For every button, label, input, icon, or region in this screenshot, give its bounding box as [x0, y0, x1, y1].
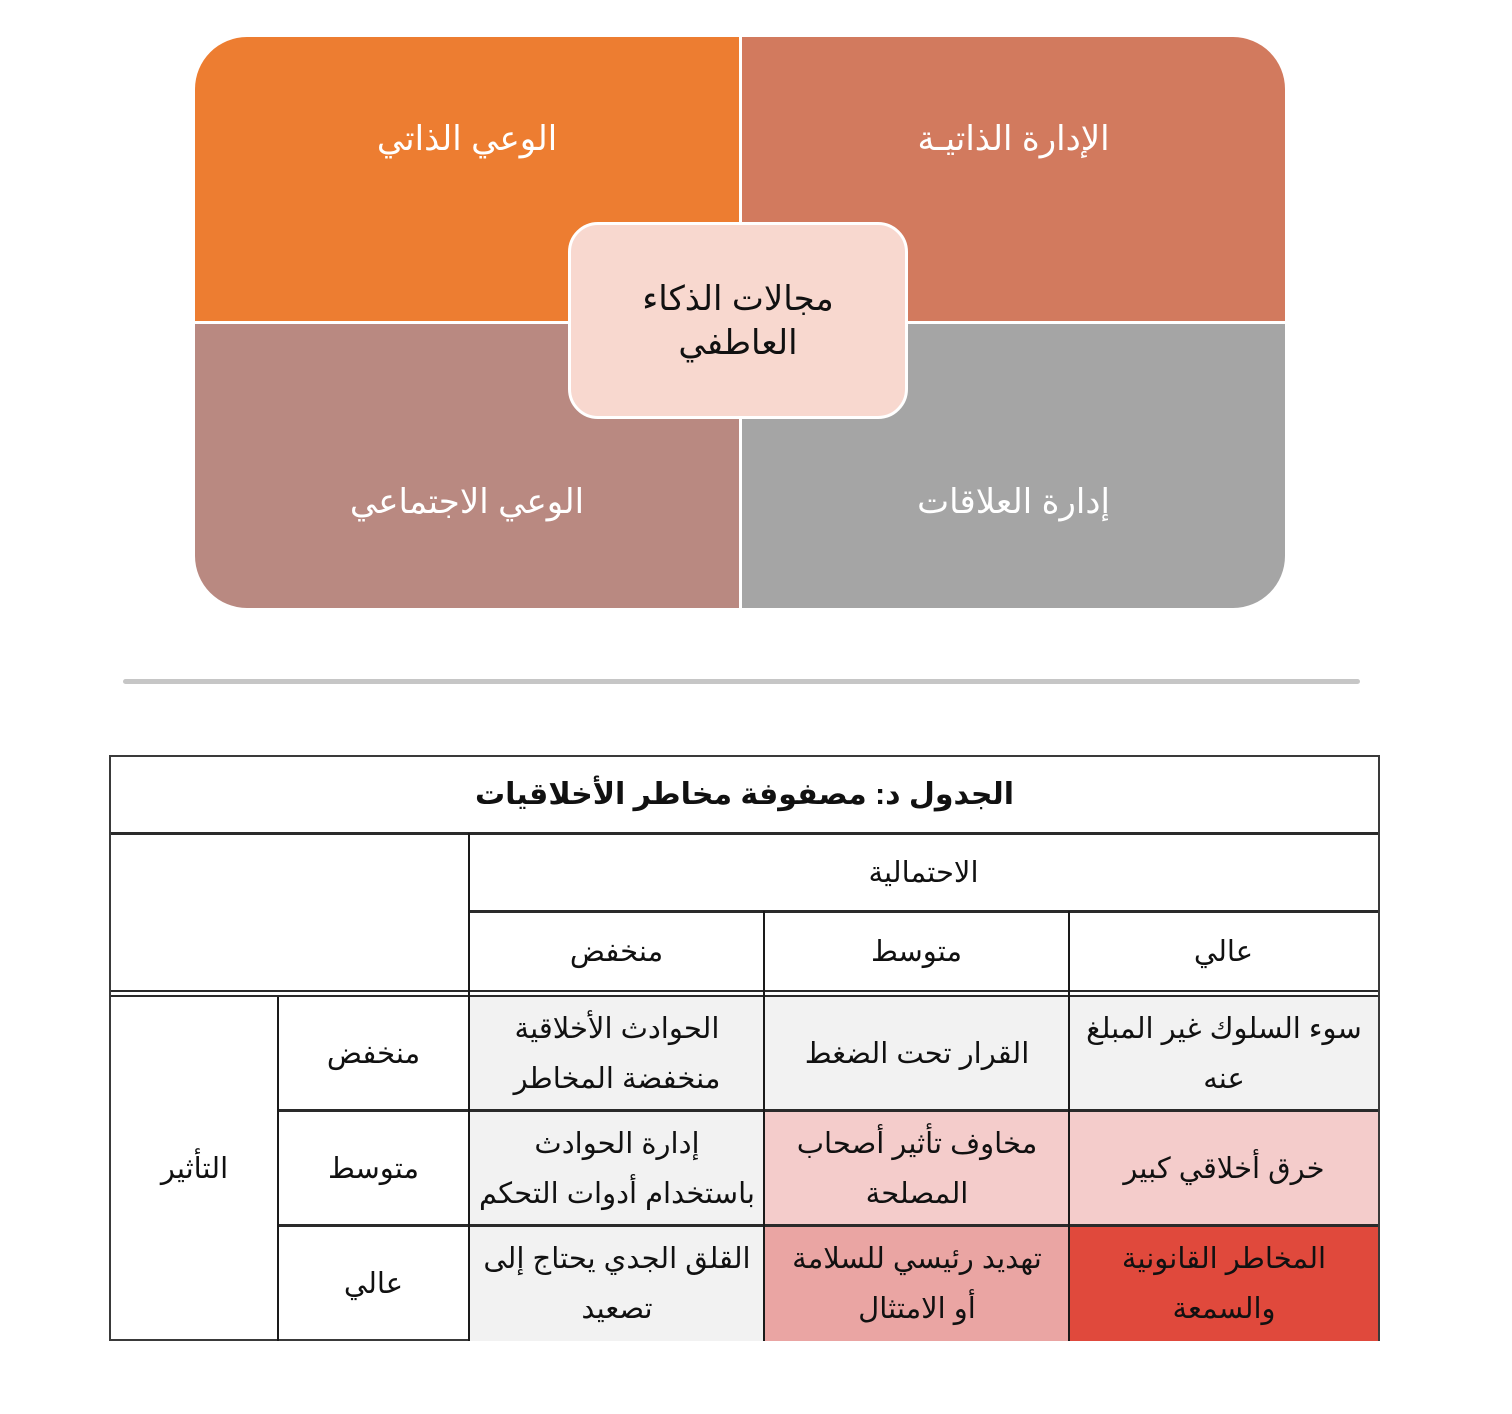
- table-title-text: الجدول د: مصفوفة مخاطر الأخلاقيات: [475, 778, 1014, 811]
- risk-cell-high-impact-high-likelihood: [1070, 1227, 1378, 1341]
- impact-header: [111, 997, 278, 1341]
- impact-level-low: [279, 997, 468, 1110]
- risk-cell-text: تهديد رئيسي للسلامة أو الامتثال: [792, 1243, 1042, 1325]
- quadrant-label: الإدارة الذاتيـة: [917, 120, 1110, 158]
- risk-cell-medium-impact-medium-likelihood: [765, 1112, 1069, 1225]
- impact-level-label: متوسط: [327, 1152, 420, 1185]
- center-title-box: [568, 222, 908, 419]
- divider: [1068, 911, 1070, 1341]
- risk-cell-text: الحوادث الأخلاقية منخفضة المخاطر: [513, 1012, 721, 1095]
- likelihood-level-label: متوسط: [870, 936, 963, 968]
- impact-header-text: التأثير: [160, 1153, 229, 1185]
- likelihood-level-high: [1069, 913, 1378, 991]
- likelihood-level-medium: [764, 913, 1069, 991]
- ethics-risk-matrix-table: [109, 755, 1380, 1341]
- impact-level-label: عالي: [343, 1268, 404, 1300]
- likelihood-level-label: عالي: [1193, 936, 1254, 968]
- risk-cell-high-impact-low-likelihood: [470, 1227, 764, 1341]
- quadrant-label: الوعي الذاتي: [376, 120, 558, 158]
- ei-domains-diagram: [195, 37, 1285, 608]
- quadrant-label: إدارة العلاقات: [917, 483, 1110, 521]
- risk-cell-text: إدارة الحوادث باستخدام أدوات التحكم: [478, 1127, 756, 1210]
- likelihood-level-label: منخفض: [569, 936, 664, 968]
- risk-cell-low-impact-low-likelihood: [470, 997, 764, 1110]
- risk-cell-medium-impact-high-likelihood: [1070, 1112, 1378, 1225]
- risk-cell-text: سوء السلوك غير المبلغ عنه: [1086, 1012, 1362, 1095]
- double-divider: [111, 990, 1378, 997]
- impact-level-high: [279, 1227, 468, 1341]
- likelihood-level-low: [469, 913, 764, 991]
- risk-cell-low-impact-medium-likelihood: [765, 997, 1069, 1110]
- risk-cell-text: خرق أخلاقي كبير: [1123, 1152, 1325, 1185]
- horizontal-divider: [123, 679, 1360, 684]
- risk-cell-text: مخاوف تأثير أصحاب المصلحة: [796, 1127, 1038, 1210]
- divider: [763, 911, 765, 1341]
- risk-cell-medium-impact-low-likelihood: [470, 1112, 764, 1225]
- likelihood-header: [469, 835, 1378, 911]
- risk-cell-low-impact-high-likelihood: [1070, 997, 1378, 1110]
- divider: [277, 997, 279, 1341]
- divider: [468, 833, 470, 1341]
- risk-cell-high-impact-medium-likelihood: [765, 1227, 1069, 1341]
- table-title: [111, 757, 1378, 833]
- quadrant-label: الوعي الاجتماعي: [349, 483, 585, 521]
- risk-cell-text: القرار تحت الضغط: [804, 1037, 1030, 1070]
- center-title: مجالات الذكاء العاطفي: [642, 280, 834, 362]
- impact-level-medium: [279, 1112, 468, 1225]
- risk-cell-text: المخاطر القانونية والسمعة: [1121, 1243, 1327, 1325]
- risk-cell-text: القلق الجدي يحتاج إلى تصعيد: [483, 1243, 751, 1325]
- likelihood-header-text: الاحتمالية: [868, 857, 979, 889]
- impact-level-label: منخفض: [326, 1037, 421, 1070]
